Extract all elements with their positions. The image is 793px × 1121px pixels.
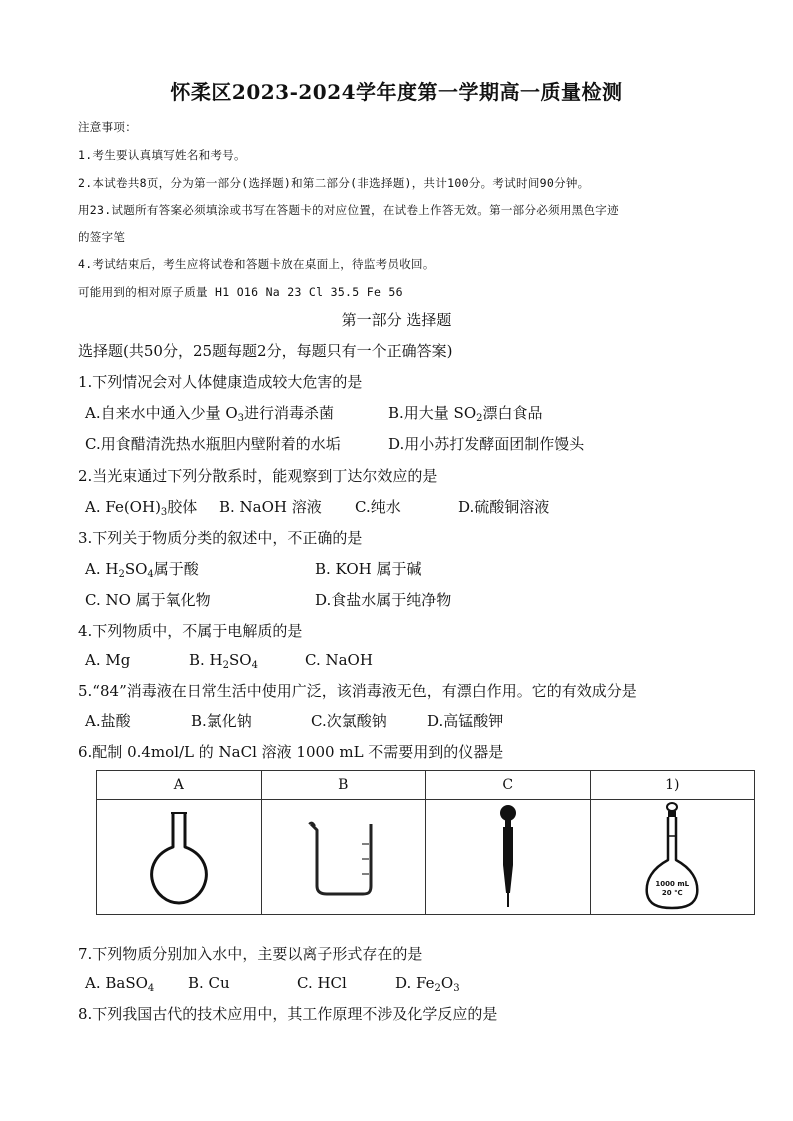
- apparatus-image-row: [97, 800, 755, 915]
- question-3-stem: 3.下列关于物质分类的叙述中，不正确的是: [78, 529, 363, 547]
- question-7-option-c: C. HCl: [297, 974, 347, 992]
- question-2-option-c: C.纯水: [355, 498, 401, 516]
- volumetric-flask-label: [637, 880, 707, 898]
- apparatus-header-a: A: [97, 771, 262, 800]
- apparatus-table: [96, 770, 755, 915]
- flask-volume-text: 1000 mL: [655, 880, 690, 888]
- round-bottom-flask-icon: [144, 807, 214, 907]
- notes-heading: 注意事项：: [78, 120, 137, 134]
- beaker-icon: [303, 814, 383, 900]
- atomic-masses: 可能用到的相对原子质量 H1 O16 Na 23 Cl 35.5 Fe 56: [78, 285, 403, 299]
- question-1-option-c: C.用食醋清洗热水瓶胆内壁附着的水垢: [85, 435, 341, 453]
- apparatus-header-b: B: [261, 771, 426, 800]
- question-3-option-b: B. KOH 属于碱: [315, 560, 422, 578]
- notes-item-2: 2.本试卷共8页，分为第一部分(选择题)和第二部分(非选择题)，共计100分。考试时间90分钟。: [78, 176, 590, 190]
- question-7-option-a: A. BaSO$_4$: [85, 974, 155, 994]
- question-3-option-d: D.食盐水属于纯净物: [315, 591, 452, 609]
- question-1-option-b: B.用大量 $SO_2$漂白食品: [388, 404, 543, 424]
- notes-item-4: 4.考试结束后，考生应将试卷和答题卡放在桌面上，待监考员收回。: [78, 257, 435, 271]
- question-5-option-c: C.次氯酸钠: [311, 712, 387, 730]
- question-1-option-d: D.用小苏打发酵面团制作馒头: [388, 435, 585, 453]
- question-7-option-d: D. $Fe_2O_3$: [395, 974, 460, 994]
- apparatus-cell-b: [261, 800, 426, 915]
- question-3-option-c: C. NO 属于氧化物: [85, 591, 211, 609]
- question-1-option-a: A.自来水中通入少量 $O_3$进行消毒杀菌: [85, 404, 335, 424]
- question-2-option-d: D.硫酸铜溶液: [458, 498, 550, 516]
- question-7-stem: 7.下列物质分别加入水中，主要以离子形式存在的是: [78, 945, 423, 963]
- question-3-option-a: A. $H_2SO_4$属于酸: [85, 560, 199, 580]
- notes-item-3: 用23.试题所有答案必须填涂或书写在答题卡的对应位置，在试卷上作答无效。第一部分必须用黑色字迹: [78, 203, 619, 217]
- question-7-option-b: B. Cu: [188, 974, 230, 992]
- notes-item-3-cont: 的签字笔: [78, 230, 126, 244]
- apparatus-header-d: 1): [590, 771, 755, 800]
- question-4-option-b: B. $H_2SO_4$: [189, 651, 258, 671]
- question-6-stem: 6.配制 0.4mol/L 的 NaCl 溶液 1000 mL 不需要用到的仪器是: [78, 743, 504, 761]
- flask-temp-text: 20 ℃: [661, 889, 683, 897]
- question-4-option-a: A. Mg: [85, 651, 131, 669]
- apparatus-cell-c: [426, 800, 591, 915]
- question-1-stem: 1.下列情况会对人体健康造成较大危害的是: [78, 373, 363, 391]
- dropper-icon: [493, 803, 523, 911]
- apparatus-cell-a: [97, 800, 262, 915]
- question-2-option-a: A. $Fe(OH)_3$胶体: [85, 498, 198, 518]
- question-8-stem: 8.下列我国古代的技术应用中，其工作原理不涉及化学反应的是: [78, 1005, 498, 1023]
- apparatus-cell-d: [590, 800, 755, 915]
- exam-title: 怀柔区2023-2024学年度第一学期高一质量检测: [170, 80, 623, 104]
- apparatus-header-c: C: [426, 771, 591, 800]
- question-2-stem: 2.当光束通过下列分散系时，能观察到丁达尔效应的是: [78, 467, 438, 485]
- volumetric-flask: [637, 802, 707, 912]
- question-4-stem: 4.下列物质中，不属于电解质的是: [78, 622, 303, 640]
- question-5-option-d: D.高锰酸钾: [427, 712, 504, 730]
- section-instruction: 选择题(共50分，25题每题2分，每题只有一个正确答案): [78, 342, 453, 360]
- question-5-option-a: A.盐酸: [85, 712, 131, 730]
- question-4-option-c: C. NaOH: [305, 651, 373, 669]
- question-5-stem: 5.“84”消毒液在日常生活中使用广泛，该消毒液无色，有漂白作用。它的有效成分是: [78, 682, 637, 700]
- question-2-option-b: B. NaOH 溶液: [219, 498, 322, 516]
- notes-item-1: 1.考生要认真填写姓名和考号。: [78, 148, 246, 162]
- section-title: 第一部分 选择题: [341, 311, 452, 329]
- question-5-option-b: B.氯化钠: [191, 712, 252, 730]
- apparatus-header-row: [97, 771, 755, 800]
